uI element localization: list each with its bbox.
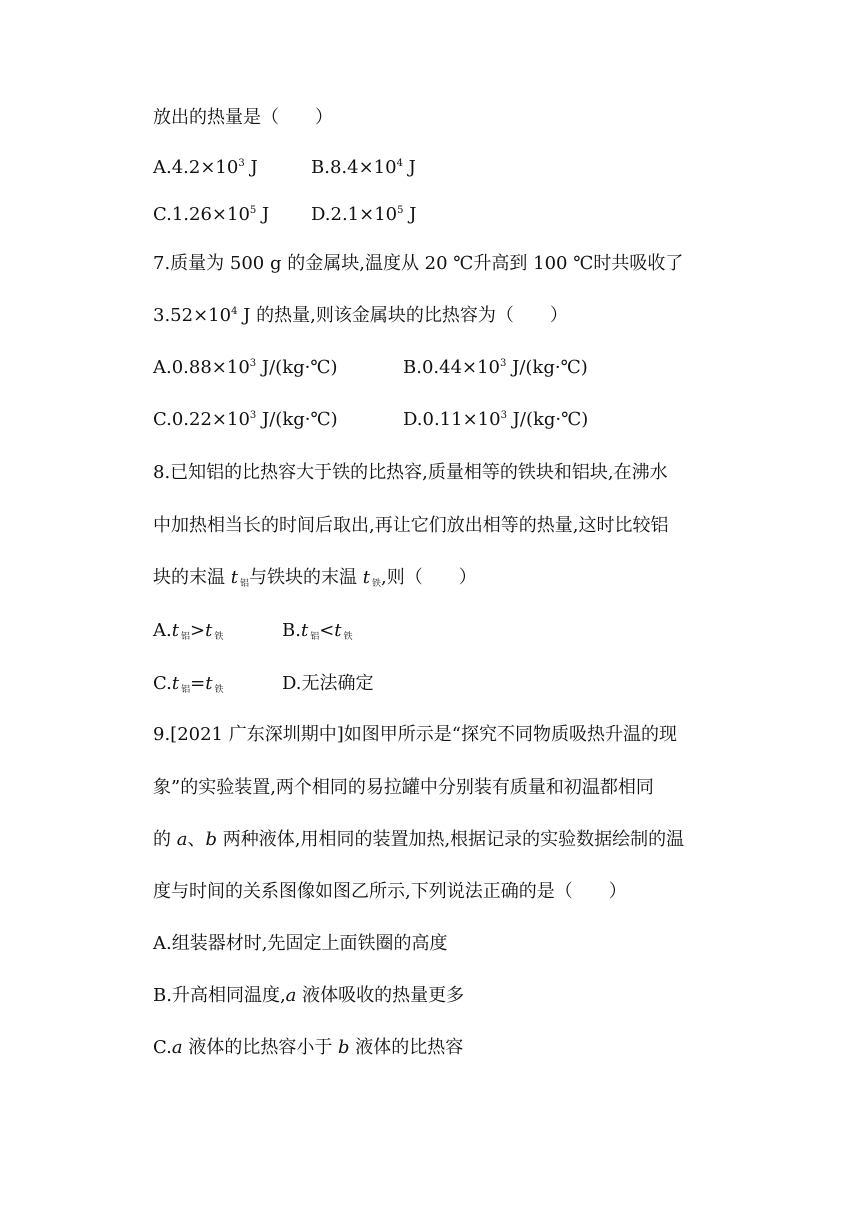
q7-option-d-exp: 3 (500, 410, 507, 421)
q9-option-c-c: 液体的比热容 (349, 1037, 464, 1058)
q8-option-a-t2: t (205, 620, 213, 641)
q8-option-c[interactable] (153, 672, 223, 702)
q9-option-a-text: A.组装器材时,先固定上面铁圈的高度 (153, 933, 448, 954)
q6-option-c-text: C.1.26×10 (153, 204, 250, 225)
q7-stem-line2-a: 3.52×10 (153, 305, 232, 326)
q9-option-b-a: B.升高相同温度, (153, 985, 286, 1006)
q8-var-t-al: t (230, 567, 238, 588)
q9-stem-line3 (153, 828, 684, 852)
q8-option-d[interactable] (282, 672, 374, 696)
q6-stem-tail (153, 106, 333, 130)
q8-option-a[interactable] (153, 619, 223, 649)
q8-option-a-op: > (189, 620, 206, 641)
q9-stem-line4 (153, 880, 627, 904)
q9-option-b-b: 液体吸收的热量更多 (296, 985, 465, 1006)
q8-stem-line2 (153, 514, 668, 538)
q7-option-b[interactable] (403, 356, 588, 380)
q8-stem-line1 (153, 461, 668, 485)
q7-option-c-exp: 3 (249, 410, 257, 421)
q9-stem-line1-text: 9.[2021 广东深圳期中]如图甲所示是“探究不同物质吸热升温的现 (153, 724, 677, 745)
q9-stem-line3-b: 两种液体,用相同的装置加热,根据记录的实验数据绘制的温 (217, 829, 685, 850)
q7-option-c[interactable] (153, 408, 338, 432)
q8-option-a-t1: t (171, 620, 179, 641)
q9-stem-line4-text: 度与时间的关系图像如图乙所示,下列说法正确的是（ ） (153, 881, 627, 902)
q8-stem-line3-a: 块的末温 (153, 567, 231, 588)
q7-stem-line2-b: J 的热量,则该金属块的比热容为（ ） (237, 305, 568, 326)
q7-option-a-text: A.0.88×10 (153, 357, 250, 378)
q6-option-a-unit: J (244, 157, 258, 178)
q6-option-a-text: A.4.2×10 (153, 157, 239, 178)
q7-option-c-text: C.0.22×10 (153, 409, 250, 430)
q9-stem-line1 (153, 723, 677, 747)
q9-stem-line2-text: 象”的实验装置,两个相同的易拉罐中分别装有质量和初温都相同 (153, 777, 654, 798)
q8-option-b-sub2: 铁 (343, 632, 353, 642)
q8-option-c-op: = (190, 673, 206, 694)
q6-option-a-exp: 3 (238, 158, 245, 169)
q8-option-a-prefix: A. (153, 620, 172, 641)
q8-option-a-sub2: 铁 (214, 632, 224, 642)
q9-var-a: a (176, 829, 188, 850)
q6-option-b-exp: 4 (396, 158, 403, 169)
q6-option-b-text: B.8.4×10 (311, 157, 397, 178)
q9-var-b: b (205, 829, 217, 850)
q8-option-c-sub2: 铁 (214, 685, 224, 695)
q8-option-b-prefix: B. (282, 620, 301, 641)
q9-option-b-var: a (285, 985, 297, 1006)
q6-option-d-unit: J (403, 204, 417, 225)
q6-option-d[interactable] (311, 203, 416, 227)
q9-option-c-b: 液体的比热容小于 (182, 1037, 339, 1058)
q8-option-b-op: < (319, 620, 335, 641)
q7-option-d-text: D.0.11×10 (403, 409, 501, 430)
q8-stem-line2-text: 中加热相当长的时间后取出,再让它们放出相等的热量,这时比较铝 (153, 515, 669, 536)
q9-option-b[interactable] (153, 984, 464, 1008)
q6-option-c-unit: J (256, 204, 270, 225)
q7-option-c-unit: J/(kg·℃) (256, 409, 338, 430)
q8-option-c-prefix: C. (153, 673, 172, 694)
q7-stem-line2 (153, 304, 568, 328)
q8-option-c-sub1: 铝 (181, 685, 191, 695)
q7-option-b-exp: 3 (500, 358, 507, 369)
q8-option-b-t2: t (334, 620, 342, 641)
q8-stem-line3-b: 与铁块的末温 (248, 567, 363, 588)
q7-option-b-text: B.0.44×10 (403, 357, 501, 378)
q6-option-a[interactable] (153, 156, 258, 180)
q7-option-a[interactable] (153, 356, 338, 380)
q7-option-a-unit: J/(kg·℃) (256, 357, 338, 378)
q8-option-b-t1: t (300, 620, 309, 641)
q8-var-t-fe: t (362, 567, 370, 588)
q9-stem-line3-a: 的 (153, 829, 177, 850)
q9-sep: 、 (187, 829, 206, 850)
q9-option-c-a: C. (153, 1037, 172, 1058)
q9-option-c-var-a: a (171, 1037, 183, 1058)
q8-stem-line1-text: 8.已知铝的比热容大于铁的比热容,质量相等的铁块和铝块,在沸水 (153, 462, 668, 483)
q8-option-d-text: D.无法确定 (282, 673, 374, 694)
q8-stem-line3-c: ,则（ ） (380, 567, 477, 588)
q9-option-a[interactable] (153, 932, 447, 956)
q8-option-b-sub1: 铝 (310, 632, 320, 642)
q6-option-d-exp: 5 (397, 205, 404, 216)
q8-option-a-sub1: 铝 (180, 632, 190, 642)
q8-stem-line3 (153, 566, 477, 596)
q6-option-c-exp: 5 (249, 205, 257, 216)
q9-option-c-var-b: b (338, 1037, 350, 1058)
q7-stem-line2-exp: 4 (231, 306, 238, 317)
q6-option-d-text: D.2.1×10 (311, 204, 398, 225)
q7-option-a-exp: 3 (249, 358, 257, 369)
q7-stem-line1 (153, 252, 683, 276)
q9-stem-line2 (153, 776, 654, 800)
q7-option-d[interactable] (403, 408, 588, 432)
q8-sub-al: 铝 (239, 579, 249, 589)
q8-option-c-t1: t (171, 673, 180, 694)
q6-option-c[interactable] (153, 203, 269, 227)
q6-stem-tail-text: 放出的热量是（ ） (153, 107, 333, 128)
q9-option-c[interactable] (153, 1036, 463, 1060)
q6-option-b[interactable] (311, 156, 416, 180)
q7-stem-line1-text: 7.质量为 500 g 的金属块,温度从 20 ℃升高到 100 ℃时共吸收了 (153, 253, 684, 274)
q8-option-b[interactable] (282, 619, 353, 649)
q6-option-b-unit: J (402, 157, 416, 178)
q8-option-c-t2: t (205, 673, 213, 694)
q8-sub-fe: 铁 (371, 579, 381, 589)
q7-option-d-unit: J/(kg·℃) (506, 409, 589, 430)
q7-option-b-unit: J/(kg·℃) (506, 357, 588, 378)
